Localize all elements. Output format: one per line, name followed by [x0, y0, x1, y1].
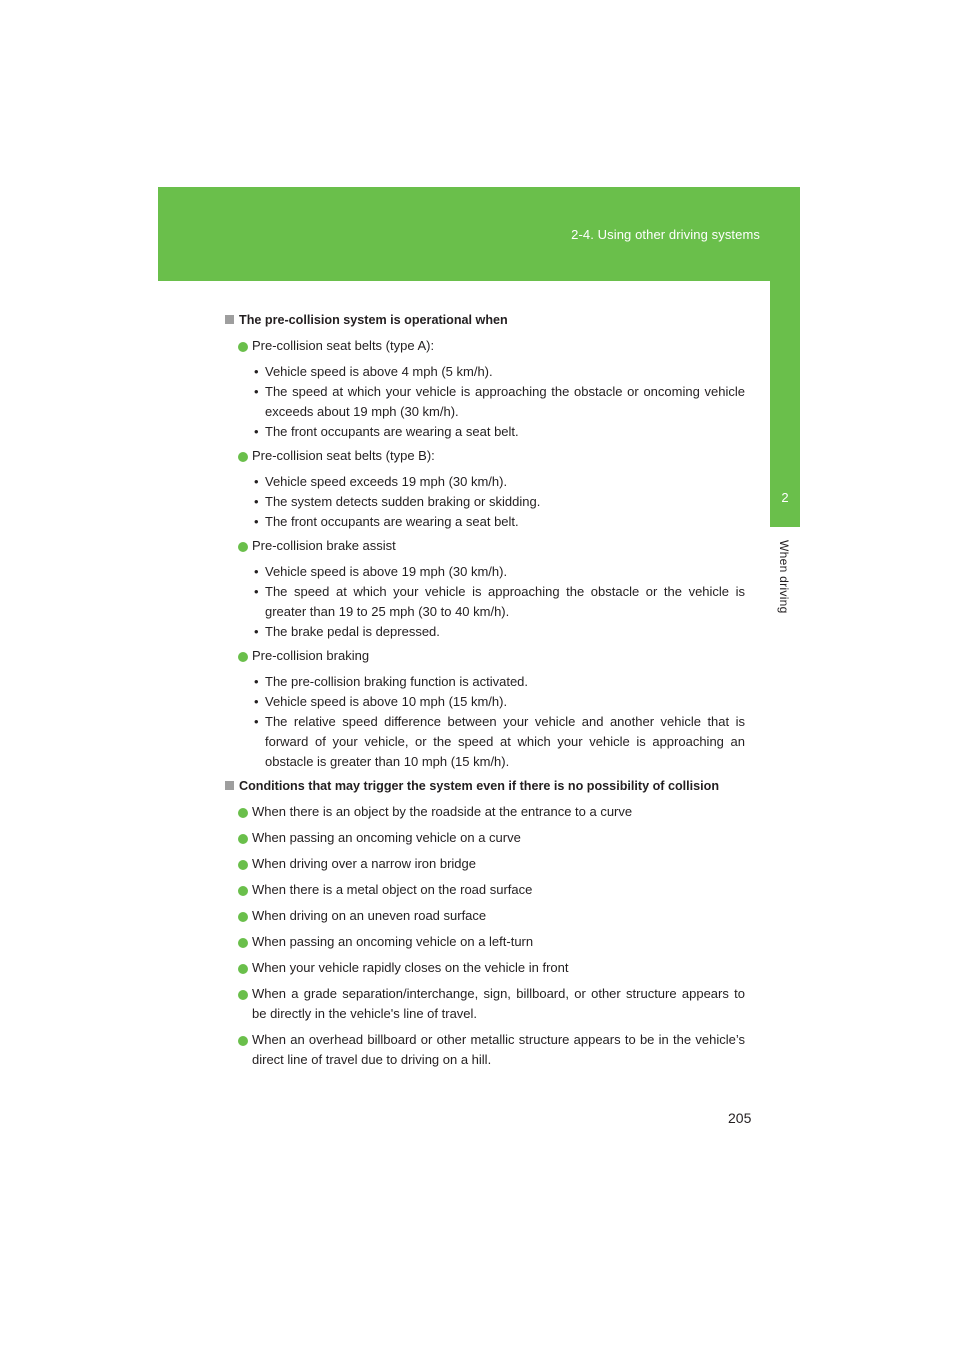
list-item-text: The relative speed difference between your vehicle and another vehicle that is forward of your vehicle, or the speed at which your vehicle is approaching an obstacle is greater than 10 mph (15 km/h).	[265, 714, 745, 769]
list-item	[225, 906, 745, 926]
dot-mark-icon: •	[254, 494, 259, 509]
list-item-text: When there is a metal object on the road surface	[252, 882, 533, 897]
list-item-text: The front occupants are wearing a seat belt.	[265, 514, 519, 529]
list-item-text: The system detects sudden braking or skidding.	[265, 494, 541, 509]
list-item	[225, 582, 745, 622]
list-item	[225, 1030, 745, 1070]
list-item-text: When a grade separation/interchange, sign, billboard, or other structure appears to be directly in the vehicle's line of travel.	[252, 986, 745, 1021]
list-item	[225, 802, 745, 822]
list-item	[225, 984, 745, 1024]
dot-mark-icon: •	[254, 694, 259, 709]
list-item-text: When your vehicle rapidly closes on the vehicle in front	[252, 960, 569, 975]
group-conditions-list	[225, 472, 745, 532]
dot-mark-icon: •	[254, 564, 259, 579]
group-title-text: Pre-collision seat belts (type B):	[252, 448, 435, 463]
group-conditions-list	[225, 362, 745, 442]
list-item-text: When there is an object by the roadside at the entrance to a curve	[252, 804, 633, 819]
dot-mark-icon: •	[254, 384, 259, 399]
green-bullet-icon	[238, 912, 248, 922]
page-number: 205	[728, 1110, 752, 1126]
list-item-text: The pre-collision braking function is activated.	[265, 674, 529, 689]
list-item	[225, 692, 745, 712]
group-title-text: Pre-collision brake assist	[252, 538, 396, 553]
list-item	[225, 880, 745, 900]
list-item	[225, 622, 745, 642]
green-bullet-icon	[238, 938, 248, 948]
list-item-text: The front occupants are wearing a seat belt.	[265, 424, 519, 439]
list-item-text: Vehicle speed is above 10 mph (15 km/h).	[265, 694, 508, 709]
group-title	[225, 646, 745, 666]
group-title	[225, 536, 745, 556]
group-title	[225, 446, 745, 466]
heading-square-icon	[225, 315, 234, 324]
conditions-list	[225, 802, 745, 1070]
list-item	[225, 672, 745, 692]
list-item	[225, 854, 745, 874]
operational-heading	[225, 310, 745, 330]
list-item-text: When passing an oncoming vehicle on a left-turn	[252, 934, 534, 949]
dot-mark-icon: •	[254, 674, 259, 689]
list-item	[225, 562, 745, 582]
list-item-text: The brake pedal is depressed.	[265, 624, 440, 639]
list-item	[225, 958, 745, 978]
group-conditions-list	[225, 562, 745, 642]
list-item	[225, 932, 745, 952]
green-bullet-icon	[238, 964, 248, 974]
green-bullet-icon	[238, 834, 248, 844]
list-item-text: When an overhead billboard or other metallic structure appears to be in the vehicle’s direct line of travel due to driving on a hill.	[252, 1032, 745, 1067]
dot-mark-icon: •	[254, 424, 259, 439]
section-title: 2-4. Using other driving systems	[571, 227, 760, 242]
list-item-text: The speed at which your vehicle is approaching the obstacle or oncoming vehicle exceeds about 19 mph (30 km/h).	[265, 384, 745, 419]
chapter-tab	[770, 187, 800, 527]
list-item	[225, 512, 745, 532]
dot-mark-icon: •	[254, 714, 259, 729]
dot-mark-icon: •	[254, 584, 259, 599]
list-item	[225, 492, 745, 512]
green-bullet-icon	[238, 808, 248, 818]
green-bullet-icon	[238, 990, 248, 1000]
green-bullet-icon	[238, 1036, 248, 1046]
list-item-text: Vehicle speed is above 19 mph (30 km/h).	[265, 564, 508, 579]
list-item	[225, 828, 745, 848]
green-bullet-icon	[238, 342, 248, 352]
list-item-text: When passing an oncoming vehicle on a curve	[252, 830, 521, 845]
list-item-text: When driving on an uneven road surface	[252, 908, 487, 923]
dot-mark-icon: •	[254, 474, 259, 489]
dot-mark-icon: •	[254, 624, 259, 639]
green-bullet-icon	[238, 860, 248, 870]
list-item	[225, 362, 745, 382]
chapter-label: When driving	[777, 540, 791, 614]
group-title-text: Pre-collision braking	[252, 648, 370, 663]
chapter-number: 2	[781, 490, 789, 505]
dot-mark-icon: •	[254, 364, 259, 379]
list-item-text: When driving over a narrow iron bridge	[252, 856, 476, 871]
list-item-text: Vehicle speed is above 4 mph (5 km/h).	[265, 364, 493, 379]
green-bullet-icon	[238, 886, 248, 896]
conditions-heading-text: Conditions that may trigger the system even if there is no possibility of collision	[239, 779, 720, 793]
section-header-band	[158, 187, 800, 281]
group-title	[225, 336, 745, 356]
list-item	[225, 712, 745, 772]
page-content	[225, 310, 745, 1076]
green-bullet-icon	[238, 452, 248, 462]
operational-heading-text: The pre-collision system is operational when	[239, 313, 508, 327]
list-item-text: The speed at which your vehicle is approaching the obstacle or the vehicle is greater than 19 to 25 mph (30 to 40 km/h).	[265, 584, 745, 619]
heading-square-icon	[225, 781, 234, 790]
conditions-heading	[225, 776, 745, 796]
list-item-text: Vehicle speed exceeds 19 mph (30 km/h).	[265, 474, 508, 489]
dot-mark-icon: •	[254, 514, 259, 529]
list-item	[225, 382, 745, 422]
group-title-text: Pre-collision seat belts (type A):	[252, 338, 435, 353]
list-item	[225, 422, 745, 442]
list-item	[225, 472, 745, 492]
green-bullet-icon	[238, 652, 248, 662]
group-conditions-list	[225, 672, 745, 772]
green-bullet-icon	[238, 542, 248, 552]
